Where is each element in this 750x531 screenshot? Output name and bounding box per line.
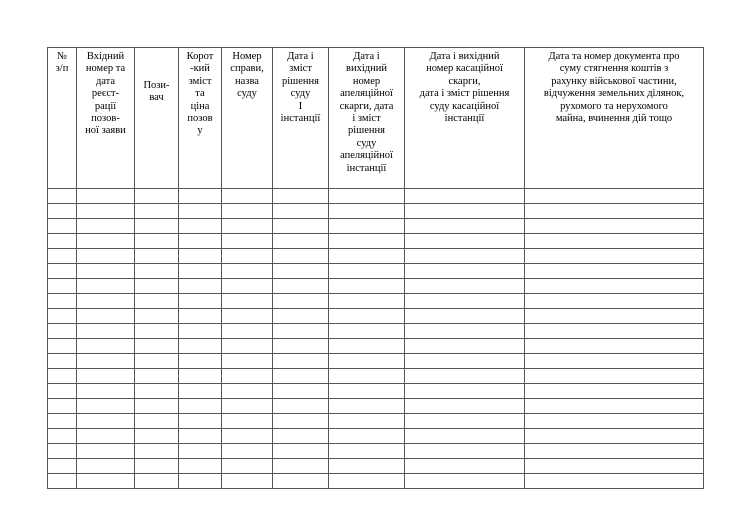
register-table	[47, 47, 704, 489]
table-cell[interactable]	[525, 219, 704, 234]
table-cell[interactable]	[222, 324, 273, 339]
table-cell[interactable]	[329, 414, 405, 429]
table-cell[interactable]	[273, 369, 329, 384]
table-cell[interactable]	[179, 459, 222, 474]
table-cell[interactable]	[135, 474, 179, 489]
table-cell[interactable]	[48, 264, 77, 279]
table-cell[interactable]	[222, 234, 273, 249]
table-cell[interactable]	[222, 444, 273, 459]
table-cell[interactable]	[273, 339, 329, 354]
header-plaintiff: Пози- вач	[135, 48, 179, 189]
table-cell[interactable]	[405, 264, 525, 279]
table-cell[interactable]	[135, 204, 179, 219]
header-number: № з/п	[48, 48, 77, 189]
table-cell[interactable]	[179, 294, 222, 309]
table-cell[interactable]	[273, 204, 329, 219]
table-cell[interactable]	[405, 429, 525, 444]
table-cell[interactable]	[525, 444, 704, 459]
table-cell[interactable]	[405, 339, 525, 354]
table-cell[interactable]	[525, 324, 704, 339]
table-cell[interactable]	[273, 384, 329, 399]
table-cell[interactable]	[48, 474, 77, 489]
table-cell[interactable]	[273, 459, 329, 474]
table-cell[interactable]	[273, 354, 329, 369]
table-cell[interactable]	[77, 339, 135, 354]
table-cell[interactable]	[222, 279, 273, 294]
table-cell[interactable]	[222, 369, 273, 384]
table-cell[interactable]	[405, 219, 525, 234]
table-cell[interactable]	[48, 399, 77, 414]
table-cell[interactable]	[222, 459, 273, 474]
table-cell[interactable]	[273, 219, 329, 234]
table-cell[interactable]	[273, 189, 329, 204]
table-cell[interactable]	[179, 339, 222, 354]
table-cell[interactable]	[329, 219, 405, 234]
table-body	[48, 189, 704, 489]
table-cell[interactable]	[179, 399, 222, 414]
table-cell[interactable]	[405, 384, 525, 399]
table-cell[interactable]	[405, 474, 525, 489]
table-row	[48, 384, 704, 399]
table-cell[interactable]	[135, 324, 179, 339]
table-cell[interactable]	[273, 429, 329, 444]
table-cell[interactable]	[77, 399, 135, 414]
table-cell[interactable]	[329, 234, 405, 249]
table-row	[48, 189, 704, 204]
table-cell[interactable]	[179, 309, 222, 324]
table-cell[interactable]	[329, 429, 405, 444]
table-cell[interactable]	[77, 369, 135, 384]
table-cell[interactable]	[77, 309, 135, 324]
table-cell[interactable]	[48, 249, 77, 264]
header-appeal: Дата і вихідний номер апеляційної скарги, дата і зміст рішення суду апеляційної інстанції	[329, 48, 405, 189]
table-cell[interactable]	[273, 264, 329, 279]
table-cell[interactable]	[525, 279, 704, 294]
table-cell[interactable]	[48, 279, 77, 294]
table-cell[interactable]	[525, 264, 704, 279]
table-cell[interactable]	[273, 324, 329, 339]
header-case-number: Номер справи, назва суду	[222, 48, 273, 189]
table-row	[48, 204, 704, 219]
table-row	[48, 279, 704, 294]
table-cell[interactable]	[48, 384, 77, 399]
table-cell[interactable]	[222, 384, 273, 399]
table-cell[interactable]	[179, 279, 222, 294]
table-cell[interactable]	[179, 474, 222, 489]
table-row	[48, 399, 704, 414]
table-cell[interactable]	[222, 354, 273, 369]
table-cell[interactable]	[222, 309, 273, 324]
table-row	[48, 324, 704, 339]
table-cell[interactable]	[48, 324, 77, 339]
table-cell[interactable]	[135, 234, 179, 249]
table-cell[interactable]	[222, 294, 273, 309]
table-cell[interactable]	[48, 294, 77, 309]
table-cell[interactable]	[179, 444, 222, 459]
table-cell[interactable]	[48, 369, 77, 384]
table-cell[interactable]	[329, 354, 405, 369]
table-cell[interactable]	[525, 474, 704, 489]
table-cell[interactable]	[222, 189, 273, 204]
table-cell[interactable]	[48, 219, 77, 234]
table-cell[interactable]	[135, 279, 179, 294]
table-row	[48, 459, 704, 474]
table-cell[interactable]	[329, 459, 405, 474]
table-cell[interactable]	[135, 444, 179, 459]
table-cell[interactable]	[179, 384, 222, 399]
table-cell[interactable]	[77, 459, 135, 474]
table-cell[interactable]	[77, 444, 135, 459]
table-cell[interactable]	[222, 414, 273, 429]
table-cell[interactable]	[179, 249, 222, 264]
table-cell[interactable]	[77, 264, 135, 279]
table-cell[interactable]	[179, 414, 222, 429]
table-cell[interactable]	[77, 249, 135, 264]
table-cell[interactable]	[329, 264, 405, 279]
table-cell[interactable]	[405, 324, 525, 339]
table-cell[interactable]	[273, 249, 329, 264]
table-cell[interactable]	[135, 354, 179, 369]
table-cell[interactable]	[135, 429, 179, 444]
table-cell[interactable]	[77, 474, 135, 489]
table-row	[48, 429, 704, 444]
table-cell[interactable]	[273, 414, 329, 429]
header-incoming-number: Вхідний номер та дата реєст- рації позов- ної заяви	[77, 48, 135, 189]
table-cell[interactable]	[405, 249, 525, 264]
table-cell[interactable]	[135, 459, 179, 474]
table-cell[interactable]	[329, 339, 405, 354]
table-cell[interactable]	[48, 414, 77, 429]
table-cell[interactable]	[405, 414, 525, 429]
table-cell[interactable]	[77, 234, 135, 249]
table-cell[interactable]	[405, 399, 525, 414]
table-cell[interactable]	[329, 249, 405, 264]
table-cell[interactable]	[48, 309, 77, 324]
header-row	[48, 48, 704, 189]
table-cell[interactable]	[48, 444, 77, 459]
table-cell[interactable]	[525, 204, 704, 219]
table-cell[interactable]	[405, 309, 525, 324]
table-cell[interactable]	[222, 249, 273, 264]
table-cell[interactable]	[77, 429, 135, 444]
header-cassation: Дата і вихідний номер касаційної скарги, дата і зміст рішення суду касаційної інстанції	[405, 48, 525, 189]
table-cell[interactable]	[525, 354, 704, 369]
table-cell[interactable]	[525, 339, 704, 354]
table-row	[48, 249, 704, 264]
table-cell[interactable]	[222, 204, 273, 219]
table-cell[interactable]	[222, 264, 273, 279]
table-cell[interactable]	[405, 444, 525, 459]
table-cell[interactable]	[135, 219, 179, 234]
table-cell[interactable]	[329, 189, 405, 204]
table-cell[interactable]	[135, 414, 179, 429]
header-recovery-document: Дата та номер документа про суму стягнення коштів з рахунку військової частини, відчуження земельних ділянок, рухомого та нерухомого майна, вчинення дій тощо	[525, 48, 704, 189]
table-cell[interactable]	[135, 339, 179, 354]
table-cell[interactable]	[48, 459, 77, 474]
table-cell[interactable]	[135, 384, 179, 399]
table-cell[interactable]	[179, 369, 222, 384]
table-cell[interactable]	[405, 279, 525, 294]
table-row	[48, 294, 704, 309]
table-cell[interactable]	[135, 249, 179, 264]
table-cell[interactable]	[525, 414, 704, 429]
table-cell[interactable]	[329, 444, 405, 459]
table-cell[interactable]	[222, 429, 273, 444]
table-cell[interactable]	[329, 294, 405, 309]
table-cell[interactable]	[77, 354, 135, 369]
table-cell[interactable]	[273, 279, 329, 294]
table-cell[interactable]	[273, 399, 329, 414]
table-cell[interactable]	[329, 324, 405, 339]
table-cell[interactable]	[329, 474, 405, 489]
table-cell[interactable]	[48, 354, 77, 369]
table-cell[interactable]	[135, 399, 179, 414]
table-cell[interactable]	[273, 309, 329, 324]
table-cell[interactable]	[135, 294, 179, 309]
table-row	[48, 444, 704, 459]
table-cell[interactable]	[179, 264, 222, 279]
table-cell[interactable]	[525, 294, 704, 309]
table-cell[interactable]	[77, 384, 135, 399]
table-cell[interactable]	[179, 234, 222, 249]
table-row	[48, 369, 704, 384]
table-cell[interactable]	[273, 474, 329, 489]
table-cell[interactable]	[222, 399, 273, 414]
table-cell[interactable]	[179, 204, 222, 219]
table-cell[interactable]	[135, 369, 179, 384]
table-cell[interactable]	[405, 204, 525, 219]
table-cell[interactable]	[525, 369, 704, 384]
header-first-instance: Дата і зміст рішення суду І інстанції	[273, 48, 329, 189]
table-row	[48, 474, 704, 489]
table-cell[interactable]	[77, 324, 135, 339]
table-row	[48, 354, 704, 369]
table-cell[interactable]	[405, 189, 525, 204]
table-cell[interactable]	[405, 369, 525, 384]
table-cell[interactable]	[77, 189, 135, 204]
table-cell[interactable]	[222, 474, 273, 489]
table-cell[interactable]	[135, 189, 179, 204]
table-cell[interactable]	[77, 219, 135, 234]
table-cell[interactable]	[179, 429, 222, 444]
table-cell[interactable]	[525, 234, 704, 249]
table-cell[interactable]	[405, 234, 525, 249]
table-cell[interactable]	[329, 204, 405, 219]
table-cell[interactable]	[525, 309, 704, 324]
table-cell[interactable]	[135, 264, 179, 279]
table-cell[interactable]	[222, 219, 273, 234]
table-cell[interactable]	[329, 369, 405, 384]
table-cell[interactable]	[525, 249, 704, 264]
table-cell[interactable]	[222, 339, 273, 354]
table-cell[interactable]	[329, 309, 405, 324]
table-cell[interactable]	[48, 204, 77, 219]
table-cell[interactable]	[179, 219, 222, 234]
table-cell[interactable]	[525, 189, 704, 204]
table-cell[interactable]	[273, 234, 329, 249]
table-cell[interactable]	[329, 399, 405, 414]
table-cell[interactable]	[48, 429, 77, 444]
table-cell[interactable]	[405, 294, 525, 309]
table-cell[interactable]	[273, 444, 329, 459]
table-cell[interactable]	[48, 339, 77, 354]
table-row	[48, 234, 704, 249]
table-cell[interactable]	[77, 279, 135, 294]
table-row	[48, 309, 704, 324]
table-cell[interactable]	[525, 429, 704, 444]
table-cell[interactable]	[179, 189, 222, 204]
table-cell[interactable]	[77, 294, 135, 309]
table-cell[interactable]	[273, 294, 329, 309]
table-cell[interactable]	[525, 399, 704, 414]
table-cell[interactable]	[525, 459, 704, 474]
table-row	[48, 339, 704, 354]
table-cell[interactable]	[179, 324, 222, 339]
table-cell[interactable]	[525, 384, 704, 399]
table-cell[interactable]	[405, 354, 525, 369]
table-cell[interactable]	[135, 309, 179, 324]
table-cell[interactable]	[329, 279, 405, 294]
table-row	[48, 414, 704, 429]
header-claim-summary: Корот -кий зміст та ціна позов у	[179, 48, 222, 189]
table-cell[interactable]	[77, 414, 135, 429]
table-cell[interactable]	[48, 189, 77, 204]
table-row	[48, 264, 704, 279]
table-row	[48, 219, 704, 234]
table-cell[interactable]	[48, 234, 77, 249]
table-cell[interactable]	[77, 204, 135, 219]
table-cell[interactable]	[179, 354, 222, 369]
table-cell[interactable]	[405, 459, 525, 474]
table-cell[interactable]	[329, 384, 405, 399]
